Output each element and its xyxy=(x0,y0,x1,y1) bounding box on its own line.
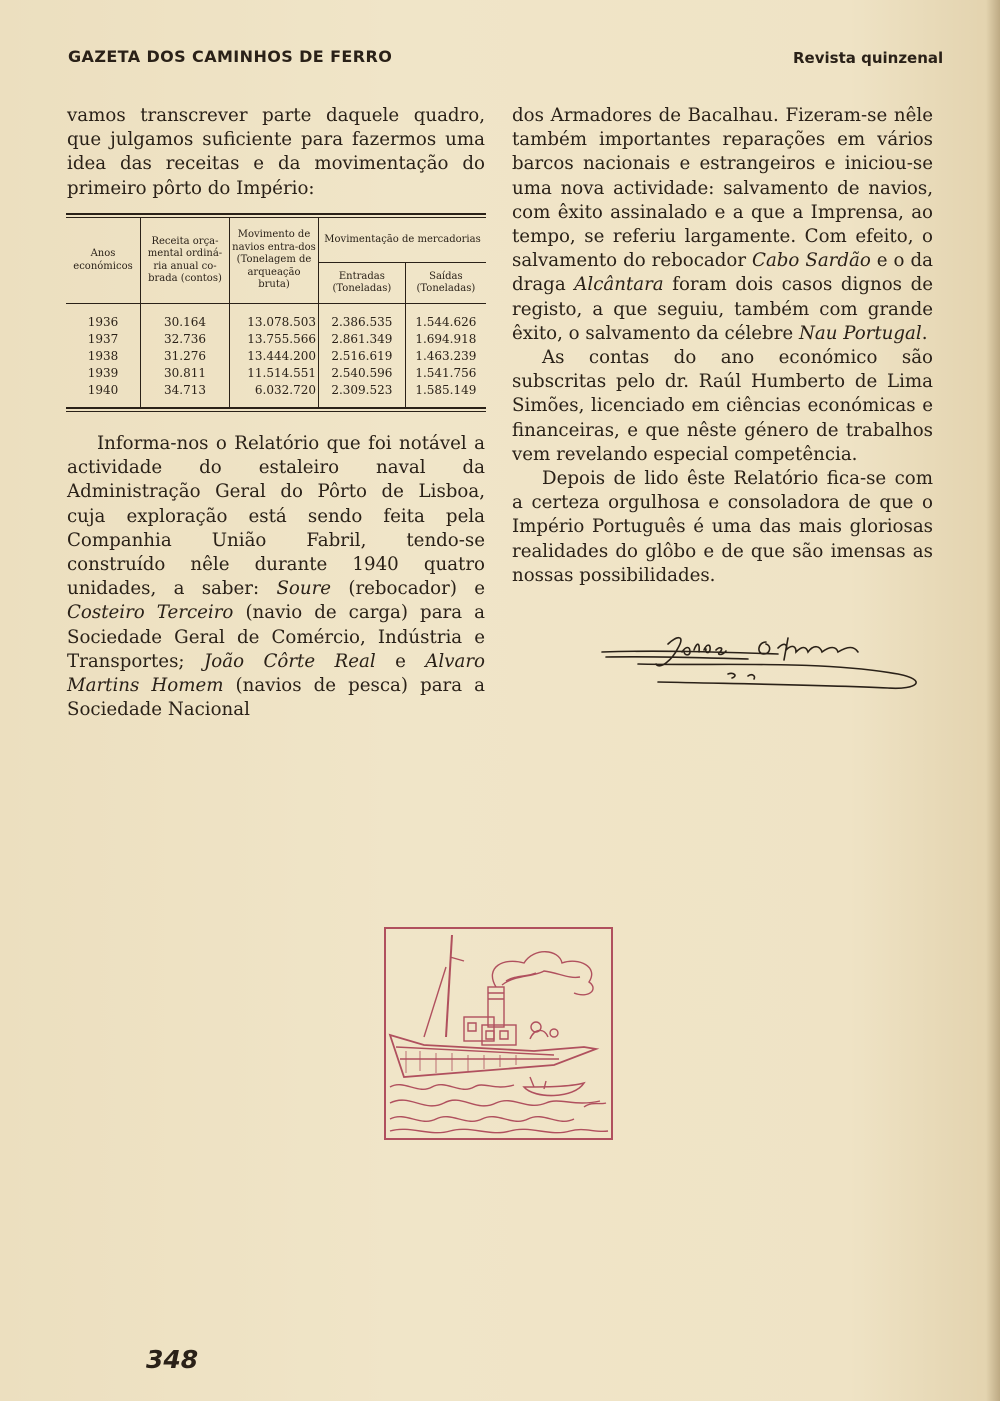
page-edge-shadow xyxy=(986,0,1000,1401)
cell-ships: 13.755.566 xyxy=(230,331,319,348)
text-run: foram dois casos dignos de registo, a que seguiu, também com grande êxito, o salvamento da célebre xyxy=(512,274,933,344)
page-number: 348 xyxy=(146,1345,199,1374)
text-run: (rebocador) e xyxy=(331,578,485,600)
table-row xyxy=(66,382,486,399)
paragraph-accounts: As contas do ano económico são subscritas pelo dr. Raúl Humberto de Lima Simões, licenciado em ciências económicas e financeiras, e que nêste género de trabalhos vem revelando especial competência. xyxy=(512,347,933,465)
cell-entries: 2.516.619 xyxy=(319,348,406,365)
cell-year: 1938 xyxy=(66,348,141,365)
header-goods: Movimentação de mercadorias xyxy=(319,218,487,263)
table-row xyxy=(66,331,486,348)
text-run: e o da draga xyxy=(512,250,933,296)
cell-exits: 1.463.239 xyxy=(415,349,477,363)
text-run: (navios de pesca) para a Sociedade Nacional xyxy=(67,675,485,721)
intro-text: vamos transcrever parte daquele quadro, que julgamos suficiente para fazermos uma idea das receitas e da movimentação do primeiro pôrto do Império: xyxy=(67,105,485,199)
cell-revenue: 34.713 xyxy=(141,382,230,399)
header-revenue: Receita orça-mental ordiná-ria anual co-brada (contos) xyxy=(141,218,230,304)
paragraph-repairs xyxy=(512,104,933,346)
ship-name: Alcântara xyxy=(574,274,664,296)
ship-name: Soure xyxy=(276,578,332,600)
author-signature xyxy=(598,630,928,694)
port-statistics-table xyxy=(66,213,486,412)
text-run: Informa-nos o Relatório que foi notável a actividade do estaleiro naval da Administração Geral do Pôrto de Lisboa, cuja exploração está sendo feita pela Companhia União Fabril, tendo-se construído nêle durante 1940 quatro unidades, a saber: xyxy=(67,433,485,600)
cell-year: 1940 xyxy=(66,382,141,399)
header-ships: Movimento de navios entra-dos (Tonelagem de arqueação bruta) xyxy=(230,218,319,304)
cell-revenue: 30.811 xyxy=(141,365,230,382)
table-row xyxy=(66,314,486,331)
cell-revenue: 30.164 xyxy=(141,314,230,331)
text-run: e xyxy=(375,650,426,672)
journal-subtitle: Revista quinzenal xyxy=(793,49,944,67)
text-run: (navio de carga) para a Sociedade Geral de Comércio, Indústria e Transportes; xyxy=(67,602,485,672)
right-column xyxy=(512,104,933,588)
table-row xyxy=(66,365,486,382)
cell-entries: 2.540.596 xyxy=(319,365,406,382)
cell-exits: 1.585.149 xyxy=(415,383,477,397)
cell-revenue: 32.736 xyxy=(141,331,230,348)
tugboat-vignette xyxy=(384,927,613,1140)
cell-ships: 6.032.720 xyxy=(230,382,319,399)
cell-exits: 1.541.756 xyxy=(415,366,477,380)
ship-name: Costeiro Terceiro xyxy=(67,602,234,624)
table-bottom-rule xyxy=(66,407,486,412)
header-exits: Saídas (Toneladas) xyxy=(416,270,476,294)
text-run: . xyxy=(921,322,928,344)
table-row xyxy=(66,348,486,365)
cell-ships: 11.514.551 xyxy=(230,365,319,382)
cell-exits: 1.694.918 xyxy=(415,332,477,346)
table-body xyxy=(66,314,486,399)
cell-year: 1936 xyxy=(66,314,141,331)
ship-name: Alvaro Martins Homem xyxy=(67,650,485,697)
journal-title: GAZETA DOS CAMINHOS DE FERRO xyxy=(68,47,393,66)
cell-ships: 13.078.503 xyxy=(230,314,319,331)
intro-paragraph xyxy=(67,104,485,201)
cell-year: 1937 xyxy=(66,331,141,348)
cell-entries: 2.386.535 xyxy=(319,314,406,331)
paragraph-conclusion: Depois de lido êste Relatório fica-se com a certeza orgulhosa e consoladora de que o Império Português é uma das mais gloriosas realidades do glôbo e de que são imensas as nossas possibilidades. xyxy=(512,468,933,586)
cell-entries: 2.309.523 xyxy=(319,382,406,399)
paragraph-shipyard xyxy=(67,432,485,722)
cell-exits: 1.544.626 xyxy=(415,315,477,329)
header-entries: Entradas (Toneladas) xyxy=(319,263,406,304)
ship-name: Nau Portugal xyxy=(798,322,922,344)
ship-name: Cabo Sardão xyxy=(752,250,871,272)
cell-revenue: 31.276 xyxy=(141,348,230,365)
cell-year: 1939 xyxy=(66,365,141,382)
cell-ships: 13.444.200 xyxy=(230,348,319,365)
ship-name: João Côrte Real xyxy=(203,650,376,672)
header-years: Anos económicos xyxy=(66,218,141,304)
cell-entries: 2.861.349 xyxy=(319,331,406,348)
text-run: dos Armadores de Bacalhau. Fizeram-se nêle também importantes reparações em vários barcos nacionais e estrangeiros e iniciou-se uma nova actividade: salvamento de navios, com êxito assinalado e a que a Imprensa, ao tempo, se referiu largamente. Com efeito, o salvamento do rebocador xyxy=(512,105,933,272)
